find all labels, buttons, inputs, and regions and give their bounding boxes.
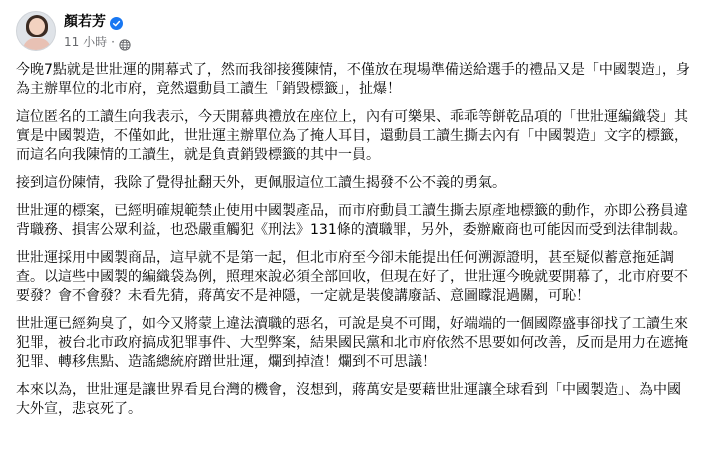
- post-paragraph: 世壯運的標案，已經明確規範禁止使用中國製產品，而市府動員工讀生撕去原產地標籤的動作，亦即公務員違背職務、損害公眾利益，也恐嚴重觸犯《刑法》131條的瀆職罪，另外，委辦廠商也可能因而受到法律制裁。: [16, 203, 688, 238]
- post-body: [16, 61, 692, 419]
- author-line: [64, 12, 131, 32]
- globe-icon[interactable]: [119, 36, 131, 48]
- post-paragraph: 今晚7點就是世壯運的開幕式了，然而我卻接獲陳情，不僅放在現場準備送給選手的禮品又是「中國製造」，身為主辦單位的北市府，竟然還動員工讀生「銷毀標籤」，扯爆！: [16, 62, 690, 97]
- post-paragraph: 本來以為，世壯運是讓世界看見台灣的機會，沒想到，蔣萬安是要藉世壯運讓全球看到「中國製造」、為中國大外宣，悲哀死了。: [16, 382, 681, 417]
- post-header: [16, 10, 131, 52]
- post-paragraph: 世壯運採用中國製商品，這早就不是第一起，但北市府至今卻未能提出任何溯源證明，甚至疑似蓄意拖延調查。以這些中國製的編織袋為例，照理來說必須全部回收，但現在好了，世壯運今晚就要開幕了，北市府要不要發？會不會發？未看先猜，蔣萬安不是神隱，一定就是裝傻講廢話、意圖矇混過關，可恥！: [16, 250, 688, 304]
- author-block: [64, 12, 131, 51]
- post-meta: [64, 33, 131, 51]
- author-name[interactable]: 顏若芳: [64, 13, 106, 30]
- post-timestamp[interactable]: 11 小時: [64, 34, 108, 49]
- meta-separator: ·: [111, 34, 115, 49]
- post-paragraph: 這位匿名的工讀生向我表示，今天開幕典禮放在座位上，內有可樂果、乖乖等餅乾品項的「世壯運編織袋」其實是中國製造，不僅如此，世壯運主辦單位為了掩人耳目，還動員工讀生撕去內有「中國製造」文字的標籤，而這名向我陳情的工讀生，就是負責銷毀標籤的其中一員。: [16, 109, 688, 163]
- post-paragraph: 接到這份陳情，我除了覺得扯翻天外，更佩服這位工讀生揭發不公不義的勇氣。: [16, 175, 506, 191]
- post-paragraph: 世壯運已經夠臭了，如今又將蒙上違法瀆職的惡名，可說是臭不可聞，好端端的一個國際盛事卻找了工讀生來犯罪，被台北市政府搞成犯罪事件、大型弊案，結果國民黨和北市府依然不思要如何改善，反而是用力在遮掩犯罪、轉移焦點、造謠總統府蹭世壯運，爛到掉渣！爛到不可思議！: [16, 316, 688, 370]
- avatar[interactable]: [16, 11, 56, 51]
- verified-badge-icon: [110, 15, 123, 28]
